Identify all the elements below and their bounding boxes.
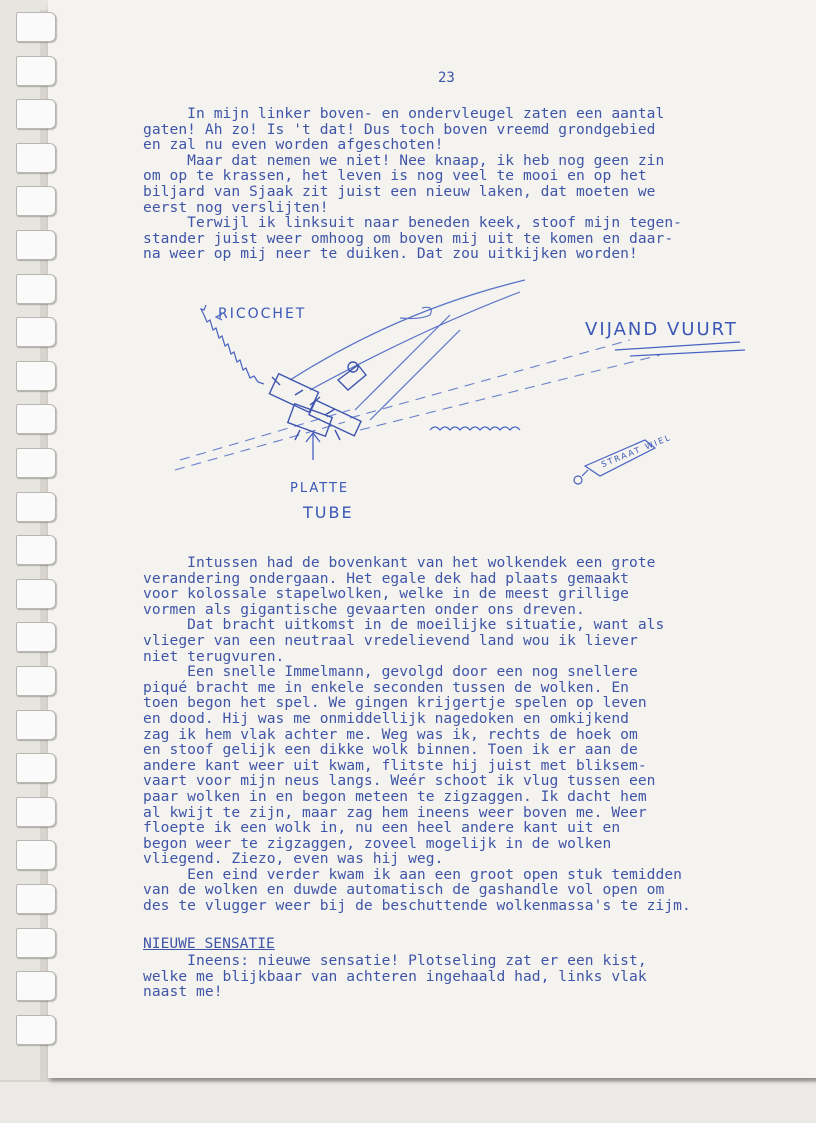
ricochet-path xyxy=(204,315,264,384)
text-line: biljard van Sjaak zit juist een nieuw laken, dat moeten we xyxy=(143,182,656,200)
binding-ring xyxy=(16,361,56,391)
text-line: verandering ondergaan. Het egale dek had plaats gemaakt xyxy=(143,569,629,587)
binding-ring xyxy=(16,666,56,696)
text-line: vaart voor mijn neus langs. Weér schoot ik vlug tussen een xyxy=(143,772,656,790)
text-line: floepte ik een wolk in, nu een heel andere kant uit en xyxy=(143,819,621,837)
text-line: welke me blijkbaar van achteren ingehaald had, links vlak xyxy=(143,967,647,985)
text-line: Een eind verder kwam ik aan een groot open stuk temidden xyxy=(143,865,683,883)
text-line: om op te krassen, het leven is nog veel te mooi en op het xyxy=(143,167,647,185)
binding-ring xyxy=(16,56,56,86)
paragraph-block-bottom xyxy=(143,953,647,1000)
text-line: Terwijl ik linksuit naar beneden keek, stoof mijn tegen- xyxy=(143,214,683,232)
text-line: vliegend. Ziezo, even was hij weg. xyxy=(143,850,444,868)
hand-drawn-sketch xyxy=(160,270,780,530)
binding-ring xyxy=(16,928,56,958)
text-line: vormen als gigantische gevaarten onder ons dreven. xyxy=(143,600,585,618)
vijand-vuurt-label: VIJAND VUURT xyxy=(585,319,738,340)
text-line: na weer op mij neer te duiken. Dat zou uitkijken worden! xyxy=(143,245,638,263)
text-line: en stoof gelijk een dikke wolk binnen. Toen ik er aan de xyxy=(143,741,638,759)
text-line: en zal nu even worden afgeschoten! xyxy=(143,136,444,154)
ricochet-label: RICOCHET xyxy=(218,306,307,322)
text-line: andere kant weer uit kwam, flitste hij juist met bliksem- xyxy=(143,756,647,774)
text-line: zag ik hem vlak achter me. Weg was ik, rechts de hoek om xyxy=(143,725,638,743)
tube-label: TUBE xyxy=(303,503,354,522)
text-line: Dat bracht uitkomst in de moeilijke situatie, want als xyxy=(143,616,665,634)
binding-ring xyxy=(16,884,56,914)
text-line: stander juist weer omhoog om boven mij uit te komen en daar- xyxy=(143,229,674,247)
binding-ring xyxy=(16,971,56,1001)
text-line: des te vlugger weer bij de beschuttende wolkenmassa's te zijm. xyxy=(143,897,691,915)
text-line: Intussen had de bovenkant van het wolkendek een grote xyxy=(143,554,656,571)
binding-ring xyxy=(16,840,56,870)
text-line: van de wolken en duwde automatisch de gashandle vol open om xyxy=(143,881,665,899)
binding-ring xyxy=(16,753,56,783)
text-line: piqué bracht me in enkele seconden tussen de wolken. En xyxy=(143,678,629,696)
text-line: Ineens: nieuwe sensatie! Plotseling zat er een kist, xyxy=(143,952,647,969)
text-line: Maar dat nemen we niet! Nee knaap, ik heb nog geen zin xyxy=(143,151,665,169)
binding-ring xyxy=(16,230,56,260)
binding-ring xyxy=(16,404,56,434)
binding-ring xyxy=(16,492,56,522)
binding-ring xyxy=(16,12,56,42)
text-line: naast me! xyxy=(143,983,223,1001)
text-line: voor kolossale stapelwolken, welke in de meest grillige xyxy=(143,585,629,603)
binding-ring xyxy=(16,186,56,216)
paragraph-block-top xyxy=(143,106,682,262)
text-line: niet terugvuren. xyxy=(143,647,285,665)
comb-binding xyxy=(16,0,56,1070)
binding-ring xyxy=(16,143,56,173)
text-line: begon weer te zigzaggen, zoveel mogelijk in de wolken xyxy=(143,834,612,852)
text-line: Een snelle Immelmann, gevolgd door een nog snellere xyxy=(143,663,638,681)
binding-ring xyxy=(16,622,56,652)
section-heading: NIEUWE SENSATIE xyxy=(143,935,275,952)
tag-label: STRAAT WIEL xyxy=(599,432,673,470)
text-line: toen begon het spel. We gingen krijgertje spelen op leven xyxy=(143,694,647,712)
text-line: In mijn linker boven- en ondervleugel zaten een aantal xyxy=(143,105,665,122)
text-line: paar wolken in en begon meteen te zigzaggen. Ik dacht hem xyxy=(143,787,647,805)
text-line: eerst nog verslijten! xyxy=(143,198,329,216)
binding-ring xyxy=(16,274,56,304)
text-line: en dood. Hij was me onmiddellijk nagedoken en omkijkend xyxy=(143,709,629,727)
platte-label: PLATTE xyxy=(290,481,350,496)
page-number: 23 xyxy=(438,70,455,86)
binding-ring xyxy=(16,448,56,478)
cloud-wave xyxy=(430,427,520,430)
binding-ring xyxy=(16,579,56,609)
paragraph-block-middle xyxy=(143,555,691,914)
binding-ring xyxy=(16,535,56,565)
table-surface xyxy=(0,1082,816,1123)
binding-ring xyxy=(16,317,56,347)
binding-ring xyxy=(16,797,56,827)
binding-ring xyxy=(16,710,56,740)
text-line: gaten! Ah zo! Is 't dat! Dus toch boven vreemd grondgebied xyxy=(143,120,656,138)
text-line: vlieger van een neutraal vredelievend land wou ik liever xyxy=(143,631,638,649)
binding-ring xyxy=(16,1015,56,1045)
biplane-sketch xyxy=(269,362,366,440)
binding-ring xyxy=(16,99,56,129)
text-line: al kwijt te zijn, maar zag hem ineens weer boven me. Weer xyxy=(143,803,647,821)
